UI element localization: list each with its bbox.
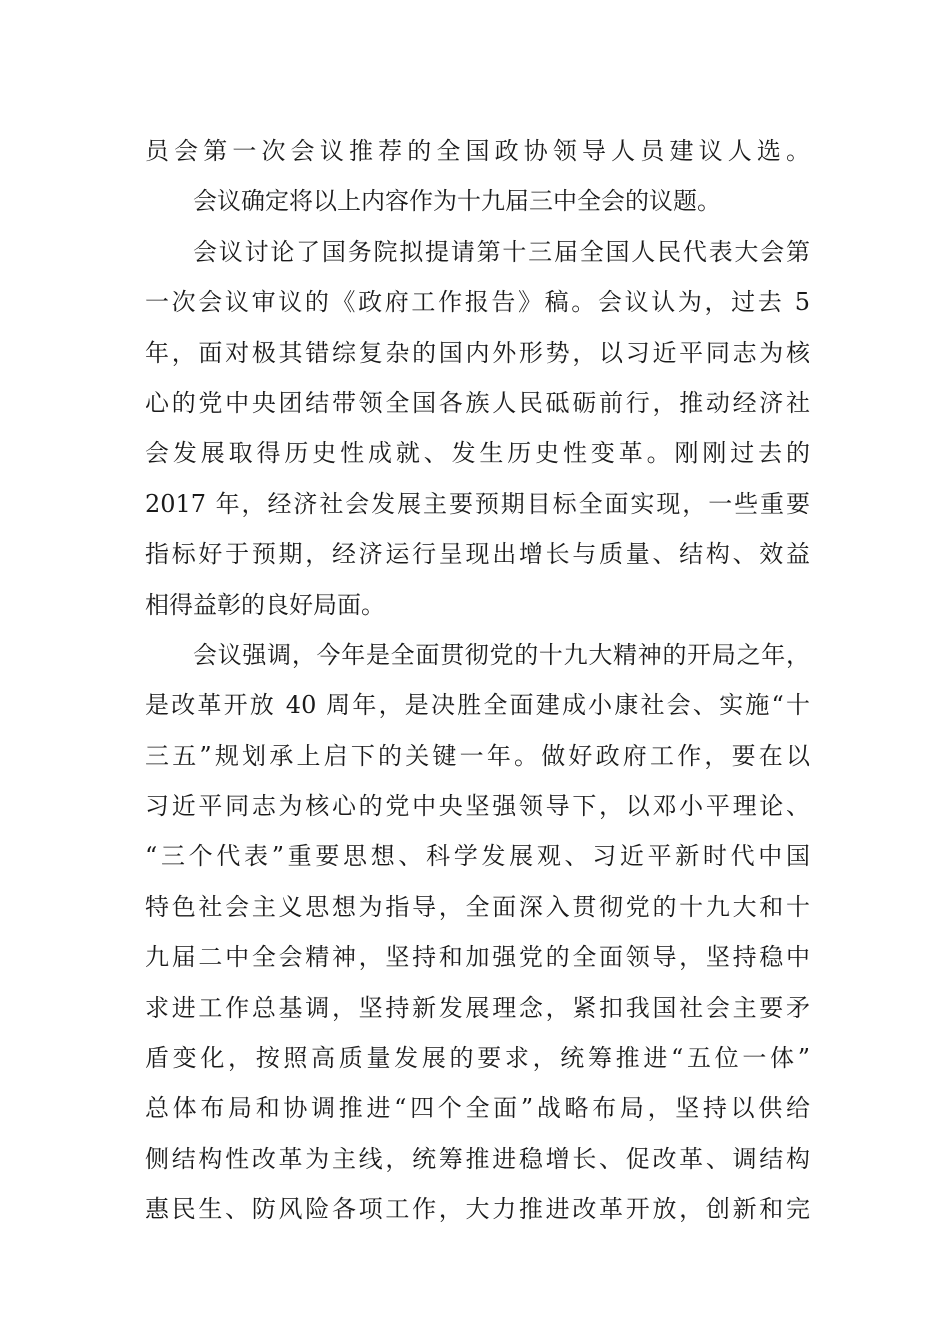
text-line: 侧结构性改革为主线，统筹推进稳增长、促改革、调结构 [145,1144,810,1173]
text-line: 盾变化，按照高质量发展的要求，统筹推进“五位一体” [145,1044,810,1073]
text-line: 会议强调，今年是全面贯彻党的十九大精神的开局之年， [193,640,810,669]
text-line: 会发展取得历史性成就、发生历史性变革。刚刚过去的 [145,439,810,468]
text-line: “三个代表”重要思想、科学发展观、习近平新时代中国 [145,842,810,871]
text-line: 年，面对极其错综复杂的国内外形势，以习近平同志为核 [145,338,810,367]
text-line: 求进工作总基调，坚持新发展理念，紧扣我国社会主要矛 [145,993,810,1022]
text-line: 会议讨论了国务院拟提请第十三届全国人民代表大会第 [193,237,810,266]
text-line: 一次会议审议的《政府工作报告》稿。会议认为，过去 5 [145,288,810,317]
text-line: 九届二中全会精神，坚持和加强党的全面领导，坚持稳中 [145,943,810,972]
text-line: 指标好于预期，经济运行呈现出增长与质量、结构、效益 [145,540,810,569]
text-line: 三五”规划承上启下的关键一年。做好政府工作，要在以 [145,741,810,770]
text-line: 总体布局和协调推进“四个全面”战略布局，坚持以供给 [145,1094,810,1123]
text-line: 惠民生、防风险各项工作，大力推进改革开放，创新和完 [145,1195,810,1224]
text-line: 相得益彰的良好局面。 [145,590,385,619]
text-line: 心的党中央团结带领全国各族人民砥砺前行，推动经济社 [145,388,810,417]
text-line: 特色社会主义思想为指导，全面深入贯彻党的十九大和十 [145,892,810,921]
document-body [145,126,810,1235]
text-line: 员会第一次会议推荐的全国政协领导人员建议人选。 [145,137,810,165]
text-line: 2017 年，经济社会发展主要预期目标全面实现，一些重要 [145,489,810,518]
text-line: 习近平同志为核心的党中央坚强领导下，以邓小平理论、 [145,792,810,821]
text-line: 是改革开放 40 周年，是决胜全面建成小康社会、实施“十 [145,691,810,720]
text-line: 会议确定将以上内容作为十九届三中全会的议题。 [193,187,721,216]
